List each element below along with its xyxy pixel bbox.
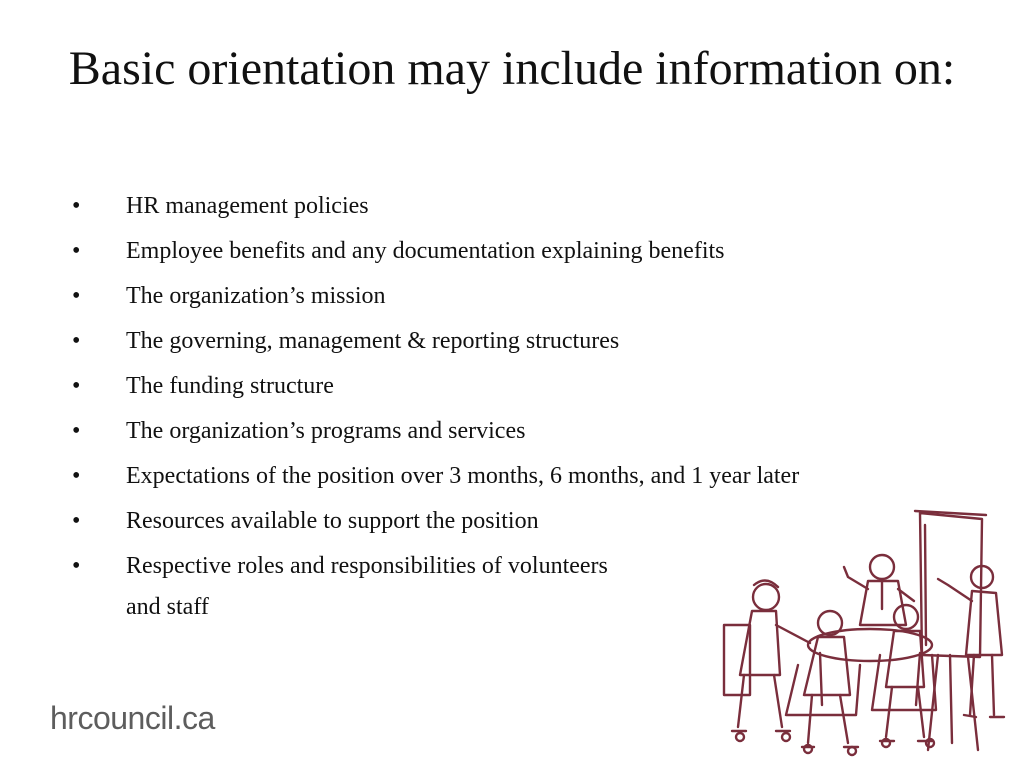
bullet-text: Employee benefits and any documentation explaining benefits — [126, 238, 725, 264]
table-icon — [808, 629, 932, 705]
bullet-dot: • — [72, 328, 81, 354]
list-item — [70, 325, 950, 357]
bullet-text: The organization’s mission — [126, 283, 386, 309]
list-item — [70, 460, 950, 492]
bullet-dot: • — [72, 553, 81, 579]
list-item — [70, 280, 950, 312]
chair-wheels-icon — [736, 733, 934, 755]
bullet-dot: • — [72, 283, 81, 309]
list-item — [70, 235, 950, 267]
list-item — [70, 415, 950, 447]
list-item — [70, 190, 950, 222]
bullet-text: Expectations of the position over 3 months, 6 months, and 1 year later — [126, 463, 800, 489]
bullet-text: The governing, management & reporting structures — [126, 328, 620, 354]
bullet-dot: • — [72, 418, 81, 444]
list-item — [70, 370, 950, 402]
brand-logo: hrcouncil.ca — [50, 700, 215, 736]
man-figure-icon — [844, 555, 914, 625]
bullet-text: The organization’s programs and services — [126, 418, 526, 444]
bullet-dot: • — [72, 238, 81, 264]
flip-chart-icon — [915, 511, 986, 750]
bullet-dot: • — [72, 463, 81, 489]
presenter-figure-icon — [938, 566, 1004, 717]
meeting-presentation-illustration — [710, 505, 1010, 760]
bullet-text: Respective roles and responsibilities of volunteers — [126, 553, 608, 579]
woman-figure-icon — [724, 580, 810, 731]
bullet-dot: • — [72, 193, 81, 219]
continuation-text: and staff — [126, 594, 209, 620]
slide-title: Basic orientation may include information on: — [68, 42, 956, 95]
bullet-text: The funding structure — [126, 373, 334, 399]
bullet-text: HR management policies — [126, 193, 369, 219]
seated-person-icon — [786, 611, 860, 747]
bullet-dot: • — [72, 373, 81, 399]
bullet-text: Resources available to support the position — [126, 508, 539, 534]
bullet-dot: • — [72, 508, 81, 534]
